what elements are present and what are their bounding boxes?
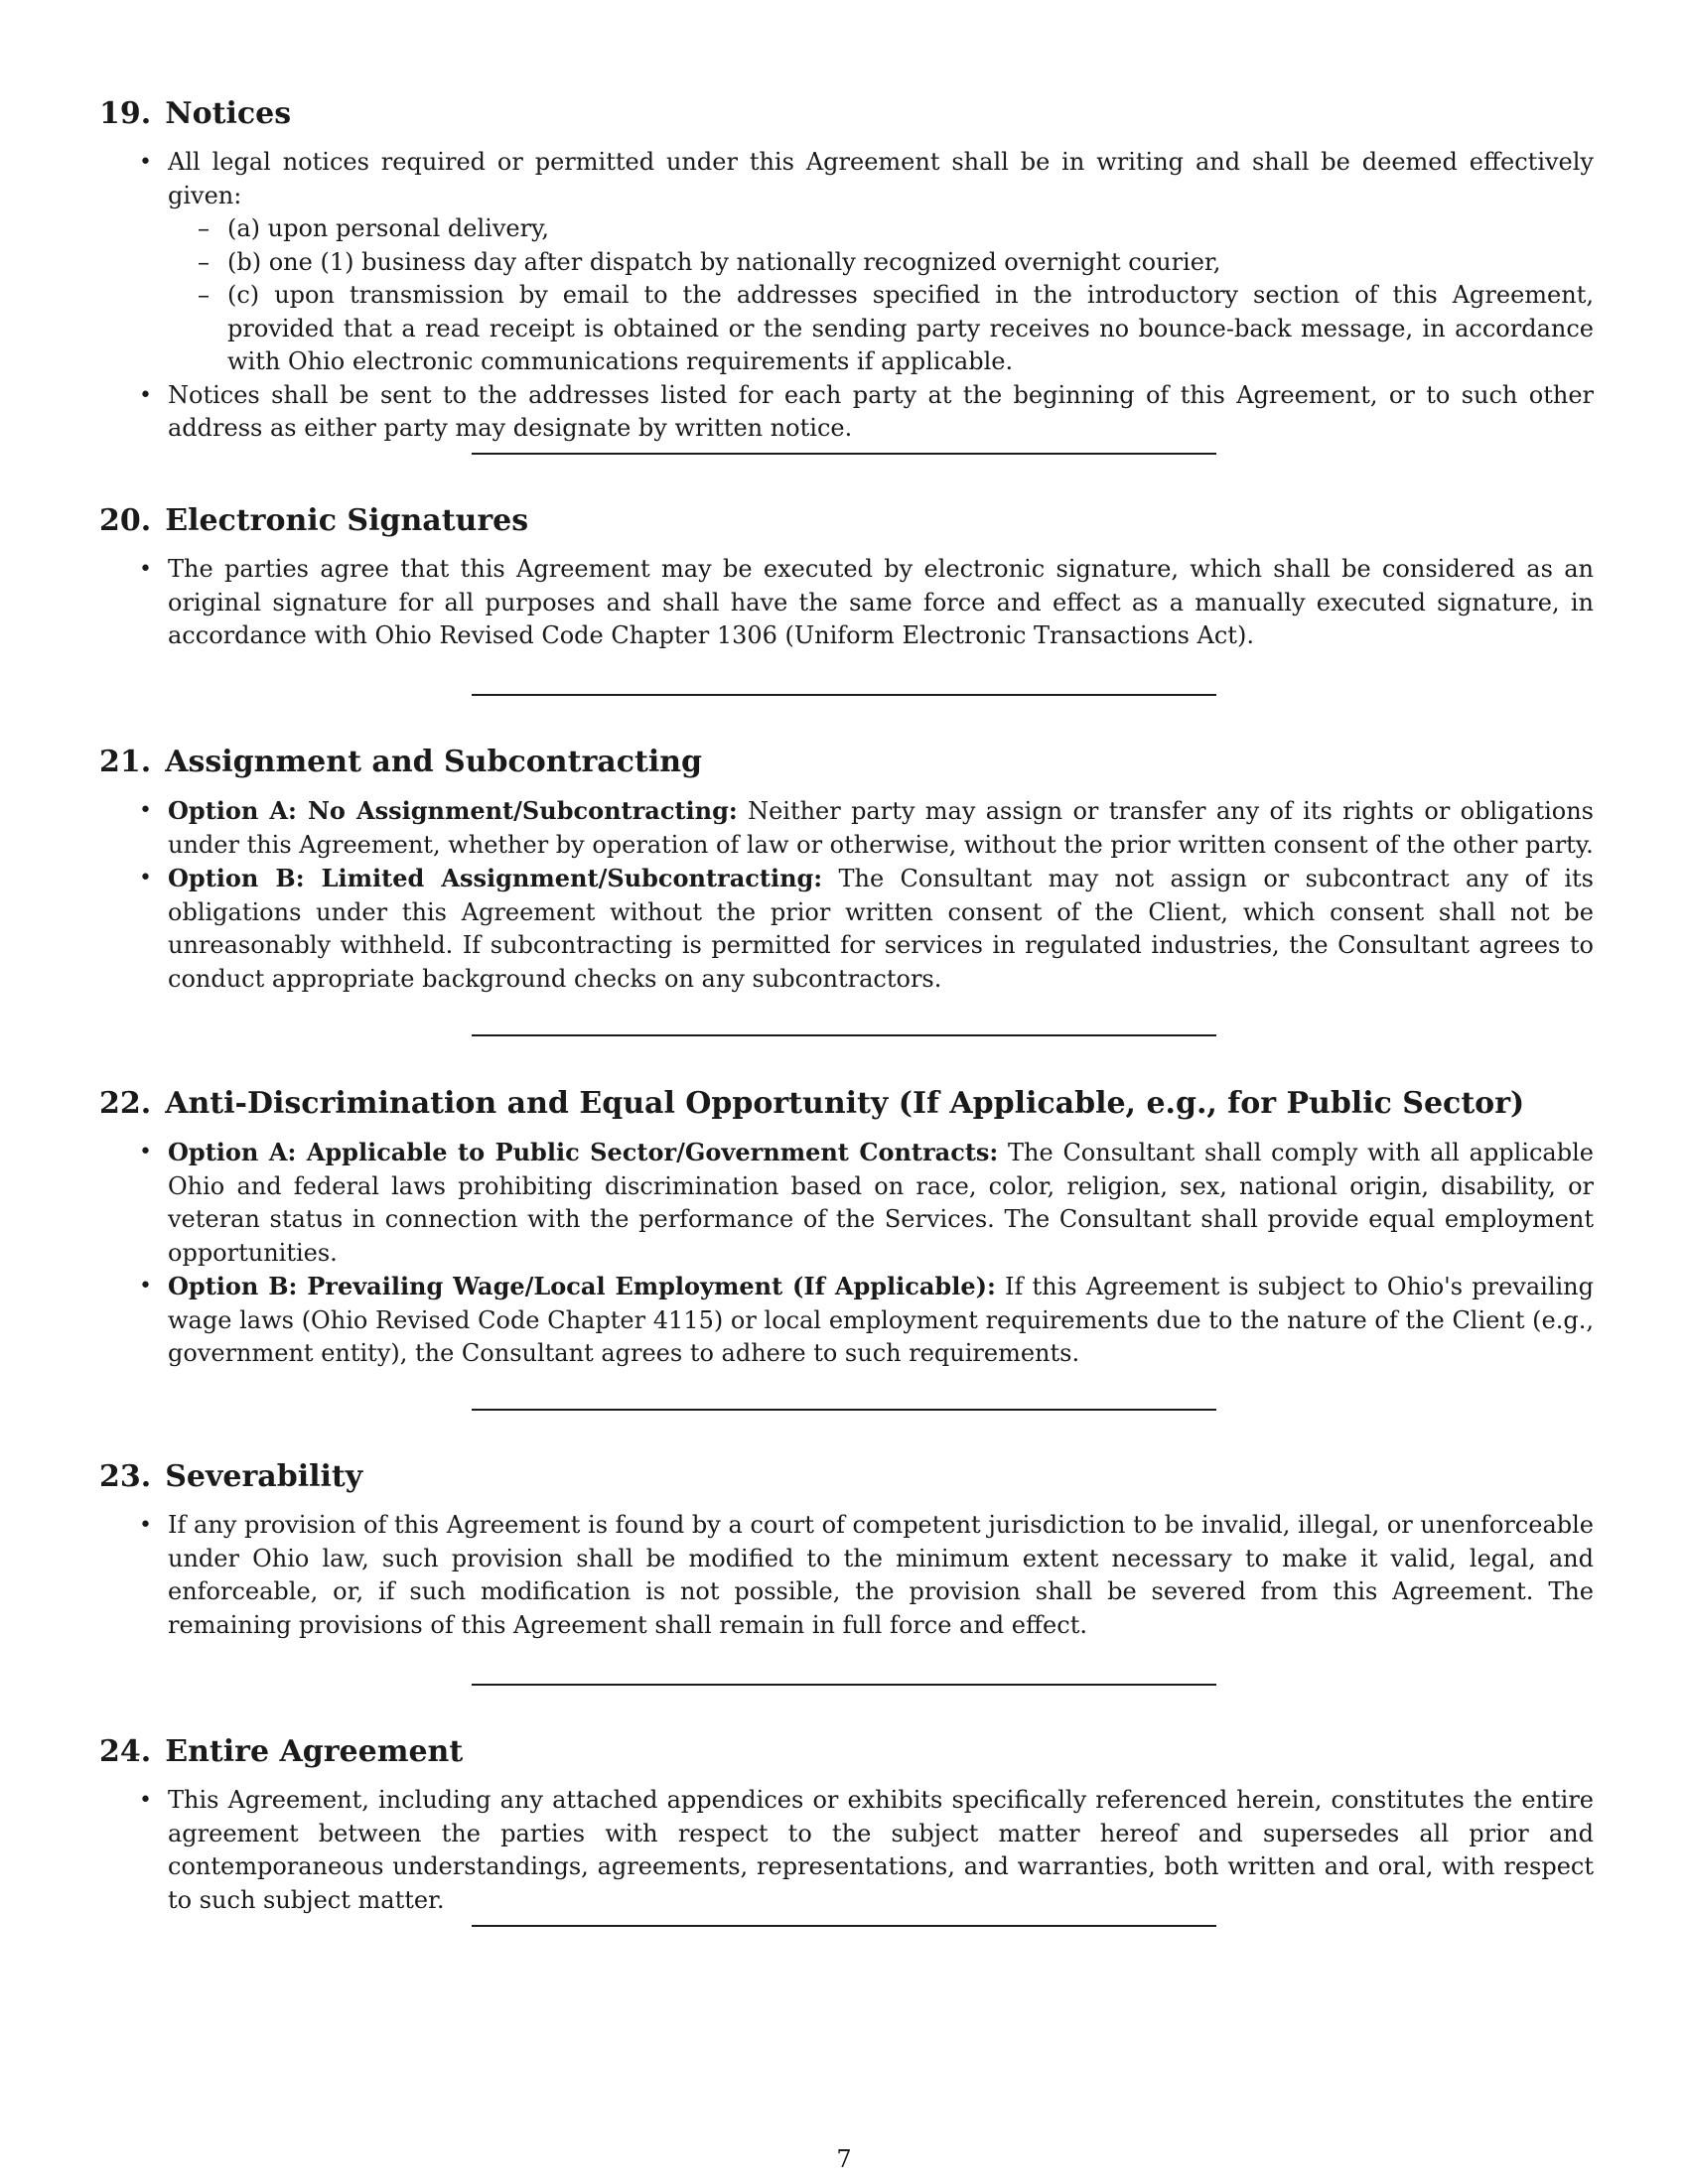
section-severability <box>99 1457 1594 1642</box>
page-number: 7 <box>836 2145 852 2173</box>
list-item: • If any provision of this Agreement is found by a court of competent jurisdiction to be invalid, illegal, or unenforceable under Ohio law, such provision shall be modified to the minimum extent necessary to make it valid, legal, and enforceable, or, if such modification is not possible, the provision shall be severed from this Agreement. The remaining provisions of this Agreement shall remain in full force and effect. <box>99 1509 1594 1642</box>
section-number: 22. <box>99 1086 152 1121</box>
section-title: Electronic Signatures <box>165 503 529 538</box>
section-title: Notices <box>165 96 292 131</box>
sub-list-item: – (b) one (1) business day after dispatch by nationally recognized overnight courier, <box>168 246 1594 280</box>
section-title: Anti-Discrimination and Equal Opportunity (If Applicable, e.g., for Public Sector) <box>165 1086 1525 1121</box>
bullet-list <box>99 146 1594 446</box>
section-divider <box>472 1034 1216 1036</box>
bullet-text: The Consultant shall comply with all applicable Ohio and federal laws prohibiting discrimination based on race, color, religion, sex, national origin, disability, or veteran status in connection with the performance of the Services. The Consultant shall provide equal employment opportunities. <box>168 1139 1594 1267</box>
bullet-list <box>99 794 1594 996</box>
bullet-list <box>99 1784 1594 1917</box>
section-heading <box>99 1457 1594 1497</box>
section-heading <box>99 501 1594 541</box>
list-item: • Notices shall be sent to the addresses listed for each party at the beginning of this Agreement, or to such other address as either party may designate by written notice. <box>99 379 1594 446</box>
section-divider <box>472 1409 1216 1411</box>
list-item <box>99 1136 1594 1270</box>
section-number: 24. <box>99 1734 152 1769</box>
section-divider <box>472 453 1216 455</box>
section-title: Severability <box>165 1459 363 1494</box>
section-heading <box>99 1732 1594 1772</box>
bullet-list <box>99 1136 1594 1371</box>
option-label: Option A: No Assignment/Subcontracting: <box>168 796 738 825</box>
section-number: 23. <box>99 1459 152 1494</box>
section-entire-agreement <box>99 1732 1594 1917</box>
section-electronic-signatures <box>99 501 1594 653</box>
bullet-list <box>99 553 1594 653</box>
list-item: • This Agreement, including any attached appendices or exhibits specifically referenced herein, constitutes the entire agreement between the parties with respect to the subject matter hereof and supersedes all prior and contemporaneous understandings, agreements, representations, and warranties, both written and oral, with respect to such subject matter. <box>99 1784 1594 1917</box>
section-assignment <box>99 743 1594 996</box>
section-number: 21. <box>99 745 152 779</box>
section-divider <box>472 1925 1216 1927</box>
section-heading <box>99 1084 1594 1124</box>
bullet-list <box>99 1509 1594 1642</box>
section-title: Entire Agreement <box>165 1734 464 1769</box>
sub-list <box>168 212 1594 379</box>
section-notices <box>99 94 1594 446</box>
section-anti-discrimination <box>99 1084 1594 1371</box>
bullet-text: If this Agreement is subject to Ohio's prevailing wage laws (Ohio Revised Code Chapter 4115) or local employment requirements due to the nature of the Client (e.g., government entity), the Consultant agrees to adhere to such requirements. <box>168 1273 1595 1367</box>
section-divider <box>472 694 1216 696</box>
sub-list-item: – (c) upon transmission by email to the addresses specified in the introductory section of this Agreement, provided that a read receipt is obtained or the sending party receives no bounce-back message, in accordance with Ohio electronic communications requirements if applicable. <box>168 279 1594 379</box>
section-heading <box>99 94 1594 134</box>
bullet-text: All legal notices required or permitted under this Agreement shall be in writing and shall be deemed effectively given: <box>168 148 1594 209</box>
list-item <box>99 146 1594 379</box>
section-number: 19. <box>99 96 152 131</box>
list-item: • The parties agree that this Agreement may be executed by electronic signature, which shall be considered as an original signature for all purposes and shall have the same force and effect as a manually executed signature, in accordance with Ohio Revised Code Chapter 1306 (Uniform Electronic Transactions Act). <box>99 553 1594 653</box>
list-item <box>99 794 1594 862</box>
list-item <box>99 862 1594 996</box>
section-number: 20. <box>99 503 152 538</box>
section-divider <box>472 1684 1216 1686</box>
option-label: Option A: Applicable to Public Sector/Government Contracts: <box>168 1138 999 1166</box>
section-heading <box>99 743 1594 782</box>
option-label: Option B: Prevailing Wage/Local Employment (If Applicable): <box>168 1272 996 1300</box>
section-title: Assignment and Subcontracting <box>165 745 703 779</box>
bullet-text: Neither party may assign or transfer any of its rights or obligations under this Agreement, whether by operation of law or otherwise, without the prior written consent of the other party. <box>168 797 1594 859</box>
bullet-text: The Consultant may not assign or subcontract any of its obligations under this Agreement without the prior written consent of the Client, which consent shall not be unreasonably withheld. If subcontracting is permitted for services in regulated industries, the Consultant agrees to conduct appropriate background checks on any subcontractors. <box>168 865 1594 993</box>
list-item <box>99 1270 1594 1371</box>
option-label: Option B: Limited Assignment/Subcontracting: <box>168 864 823 892</box>
sub-list-item: – (a) upon personal delivery, <box>168 212 1594 246</box>
